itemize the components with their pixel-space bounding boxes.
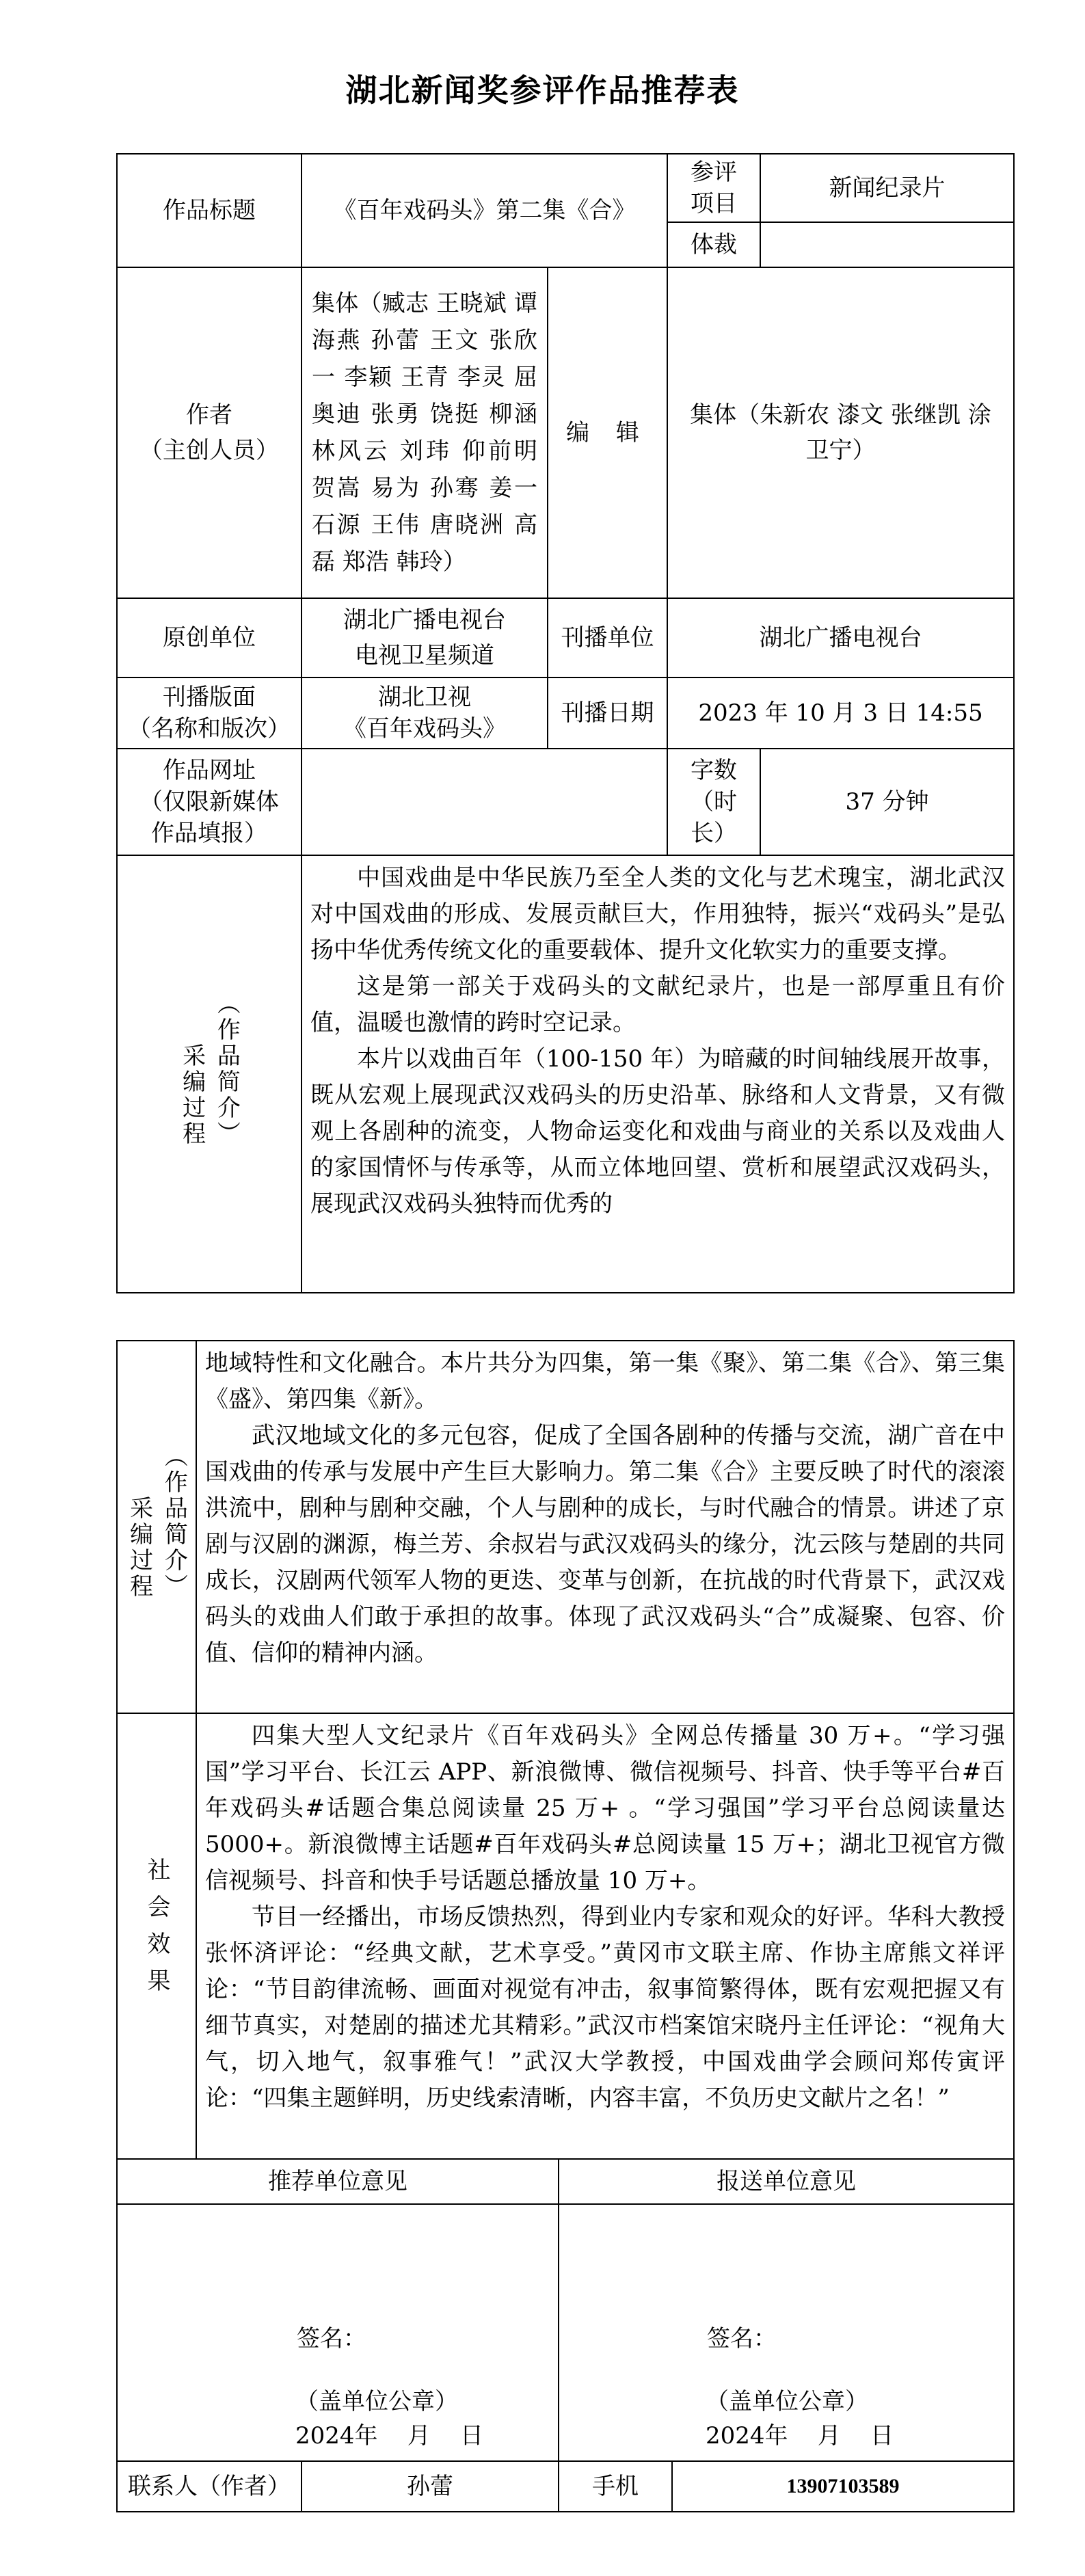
origin-unit-value	[302, 598, 548, 677]
submit-sign-label: 签名：	[707, 2325, 777, 2352]
origin-unit-label: 原创单位	[117, 598, 302, 677]
genre-label: 体裁	[667, 222, 760, 267]
intro-label-sub: （作品简介）	[160, 1444, 188, 1600]
author-label	[117, 267, 302, 598]
contact-label: 联系人（作者）	[118, 2462, 302, 2511]
edition-label-line1: 刊播版面	[163, 684, 256, 711]
intro-paragraph: 这是第一部关于戏码头的文献纪录片，也是一部厚重且有价值，温暖也激情的跨时空记录。	[310, 973, 1005, 1036]
url-label-line2: （仅限新媒体	[139, 788, 279, 816]
phone-value: 13907103589	[672, 2461, 1014, 2512]
intro-label-main: 采编过程	[125, 1496, 153, 1600]
url-label-line1: 作品网址	[163, 757, 256, 784]
origin-unit-line1: 湖北广播电视台	[343, 606, 506, 634]
category-label: 参评项目	[667, 154, 760, 222]
work-title-label: 作品标题	[117, 154, 302, 267]
publisher-label: 刊播单位	[548, 598, 667, 677]
genre-value	[760, 222, 1014, 267]
social-paragraph: 节目一经播出，市场反馈热烈，得到业内专家和观众的好评。华科大教授张怀済评论：“经典文献，艺术享受。”黄冈市文联主席、作协主席熊文祥评论：“节目韵律流畅、画面对视觉有冲击，叙事简繁得体，既有宏观把握又有细节真实，对楚剧的描述尤其精彩。”武汉市档案馆宋晓丹主任评论：“视角大气，切入地气，叙事雅气！”武汉大学教授，中国戏曲学会顾问郑传寅评论：“四集主题鲜明，历史线索清晰，内容丰富，不负历史文献片之名！”	[205, 1903, 1006, 2112]
submit-date-label: 2024年 月 日	[706, 2422, 894, 2450]
url-label-line3: 作品填报）	[151, 820, 267, 847]
recommend-opinion-box	[117, 2204, 559, 2461]
category-value: 新闻纪录片	[760, 154, 1014, 222]
social-effect-label-text: 社会效果	[143, 1857, 170, 2005]
form-table-page2	[116, 1340, 1015, 2512]
editors-value: 集体（朱新农 漆文 张继凯 涂卫宁）	[667, 267, 1014, 598]
intro-text-page2	[196, 1341, 1014, 1713]
contact-value: 孙蕾	[407, 2473, 453, 2500]
intro-paragraph: 地域特性和文化融合。本片共分为四集，第一集《聚》、第二集《合》、第三集《盛》、第四集《新》。	[205, 1350, 1006, 1413]
url-value	[302, 749, 667, 855]
author-label-line1: 作者	[186, 401, 232, 429]
submit-seal-label: （盖单位公章）	[706, 2388, 868, 2415]
submit-opinion-header: 报送单位意见	[559, 2159, 1014, 2204]
edition-value-line1: 湖北卫视	[378, 684, 471, 711]
intro-paragraph: 武汉地域文化的多元包容，促成了全国各剧种的传播与交流，湖广音在中国戏曲的传承与发展中产生巨大影响力。第二集《合》主要反映了时代的滚滚洪流中，剧种与剧种交融，个人与剧种的成长，与时代融合的情景。讲述了京剧与汉剧的渊源，梅兰芳、余叔岩与武汉戏码头的缘分，沈云陔与楚剧的共同成长，汉剧两代领军人物的更迭、变革与创新，在抗战的时代背景下，武汉戏码头的戏曲人们敢于承担的故事。体现了武汉戏码头“合”成凝聚、包容、价值、信仰的精神内涵。	[205, 1422, 1006, 1667]
social-effect-label	[117, 1713, 196, 2159]
intro-paragraph: 本片以戏曲百年（100-150 年）为暗藏的时间轴线展开故事，既从宏观上展现武汉戏码头的历史沿革、脉络和人文背景，又有微观上各剧种的流变，人物命运变化和戏曲与商业的关系以及戏曲人的家国情怀与传承等，从而立体地回望、赏析和展望武汉戏码头，展现武汉戏码头独特而优秀的	[310, 1045, 1005, 1218]
recommend-date-label: 2024年 月 日	[295, 2422, 483, 2450]
origin-unit-line2: 电视卫星频道	[355, 642, 494, 669]
recommend-seal-label: （盖单位公章）	[295, 2388, 458, 2415]
intro-text-page1	[302, 855, 1014, 1293]
edition-value	[302, 677, 548, 749]
editor-label: 编 辑	[548, 267, 667, 598]
intro-label-sub: （作品简介）	[213, 991, 241, 1147]
length-label-line2: （时长）	[691, 788, 737, 847]
phone-label: 手机	[559, 2461, 672, 2512]
url-label	[117, 749, 302, 855]
length-label-line1: 字数	[691, 757, 737, 784]
work-title-value: 《百年戏码头》第二集《合》	[302, 154, 667, 267]
broadcast-date-value: 2023 年 10 月 3 日 14:55	[667, 677, 1014, 749]
author-label-line2: （主创人员）	[139, 437, 279, 464]
contact-cell	[117, 2461, 559, 2512]
broadcast-date-label: 刊播日期	[548, 677, 667, 749]
form-table-page1	[116, 153, 1015, 1293]
recommend-sign-label: 签名：	[297, 2325, 366, 2352]
intro-label-main: 采编过程	[178, 1043, 206, 1147]
edition-label-line2: （名称和版次）	[128, 715, 291, 742]
publisher-value: 湖北广播电视台	[667, 598, 1014, 677]
social-paragraph: 四集大型人文纪录片《百年戏码头》全网总传播量 30 万+。“学习强国”学习平台、长江云 APP、新浪微博、微信视频号、抖音、快手等平台#百年戏码头#话题合集总阅读量 25 万+ 。“学习强国”学习平台总阅读量达 5000+。新浪微博主话题#百年戏码头#总阅读量 15 万+；湖北卫视官方微信视频号、抖音和快手号话题总播放量 10 万+。	[205, 1722, 1006, 1894]
edition-label	[117, 677, 302, 749]
authors-value: 集体（臧志 王晓斌 谭海燕 孙蕾 王文 张欣一 李颖 王青 李灵 屈奥迪 张勇 饶挺 柳涵 林风云 刘玮 仰前明 贺嵩 易为 孙骞 姜一 石源 王伟 唐晓洲 高磊 郑浩 韩玲）	[302, 267, 548, 598]
length-value: 37 分钟	[760, 749, 1014, 855]
recommend-opinion-header: 推荐单位意见	[117, 2159, 559, 2204]
intro-label-continued	[117, 1341, 196, 1713]
social-effect-text	[196, 1713, 1014, 2159]
length-label	[667, 749, 760, 855]
intro-paragraph: 中国戏曲是中华民族乃至全人类的文化与艺术瑰宝，湖北武汉对中国戏曲的形成、发展贡献巨大，作用独特，振兴“戏码头”是弘扬中华优秀传统文化的重要载体、提升文化软实力的重要支撑。	[310, 864, 1005, 964]
intro-label	[117, 855, 302, 1293]
form-title: 湖北新闻奖参评作品推荐表	[345, 72, 740, 109]
edition-value-line2: 《百年戏码头》	[343, 715, 506, 742]
submit-opinion-box	[559, 2204, 1014, 2461]
